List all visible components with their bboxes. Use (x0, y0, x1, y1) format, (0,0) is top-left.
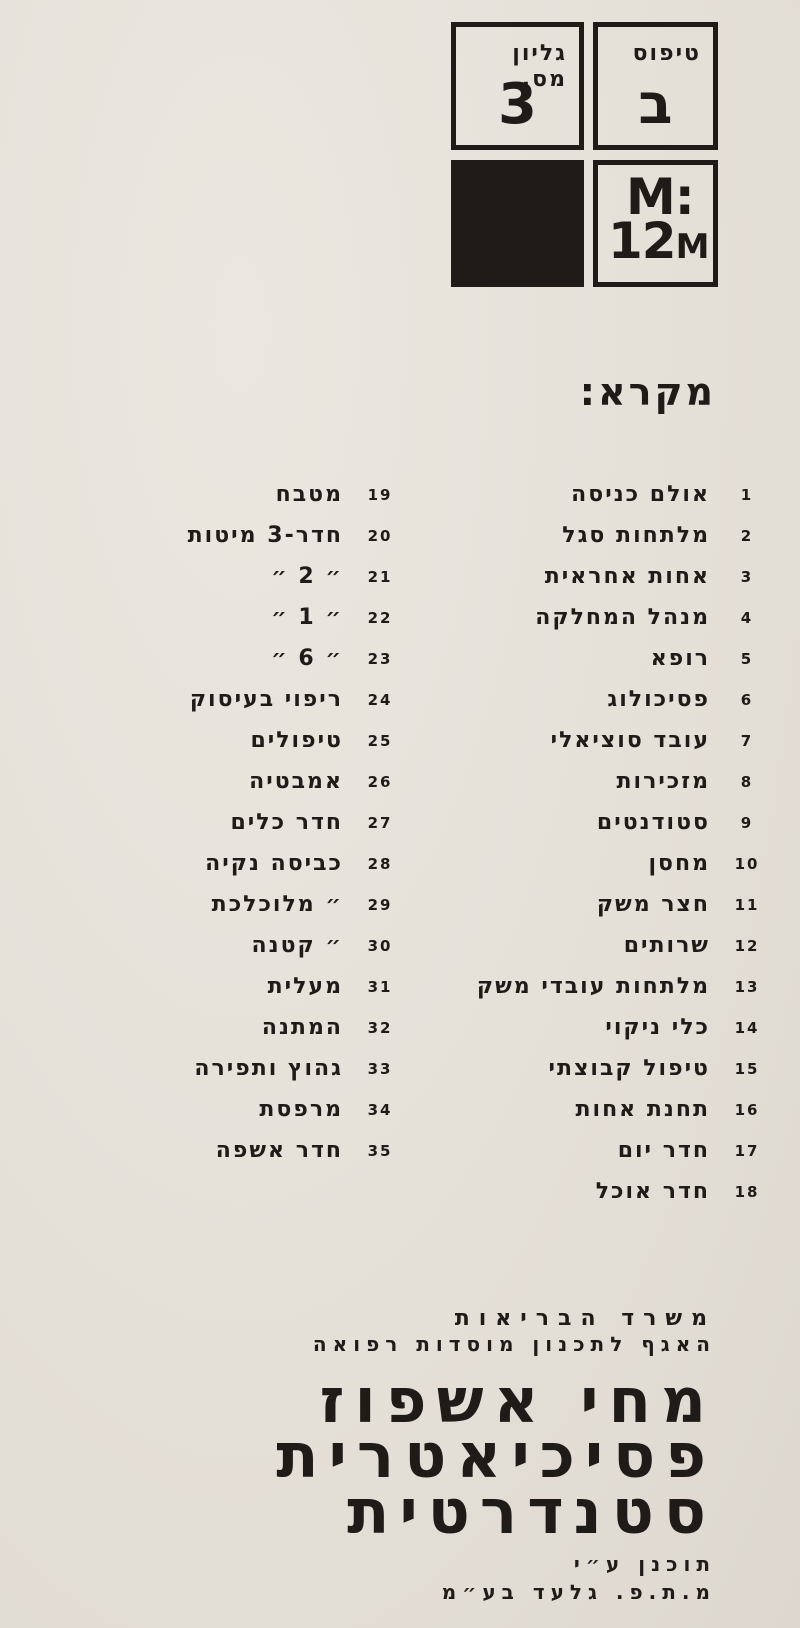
legend-item-number: 1 (740, 485, 754, 504)
legend-item-label: מטבח (275, 482, 343, 507)
legend-item-number: 27 (367, 813, 393, 832)
legend-item (73, 515, 403, 556)
legend-item (73, 1048, 403, 1089)
legend-item-number: 34 (367, 1100, 393, 1119)
legend-item-number: 25 (367, 731, 393, 750)
legend-item-number: 7 (740, 731, 754, 750)
legend-item (440, 761, 770, 802)
legend-item (73, 843, 403, 884)
legend-item-label: חדר יום (617, 1138, 710, 1163)
sheet-label: גליון מס. (512, 41, 567, 92)
legend-item-label: חדר כלים (230, 810, 343, 835)
department-name: האגף לתכנון מוסדות רפואה (312, 1332, 716, 1356)
legend-item (440, 474, 770, 515)
legend-item-number: 23 (367, 649, 393, 668)
legend-item-number: 22 (367, 608, 393, 627)
legend-item (440, 556, 770, 597)
legend-item (73, 1130, 403, 1171)
legend-item (73, 720, 403, 761)
legend-item-number: 29 (367, 895, 393, 914)
legend-item (73, 966, 403, 1007)
legend-item (73, 1089, 403, 1130)
legend-item-label: ״ קטנה (251, 933, 343, 958)
legend-item-number: 30 (367, 936, 393, 955)
legend-item-label: עובד סוציאלי (550, 728, 710, 753)
legend-item-number: 13 (734, 977, 760, 996)
legend-item-number: 31 (367, 977, 393, 996)
legend-item (440, 720, 770, 761)
legend-item-number: 19 (367, 485, 393, 504)
legend-item (440, 1089, 770, 1130)
legend-item (440, 802, 770, 843)
legend-item-label: מנהל המחלקה (535, 605, 710, 630)
legend-item (73, 597, 403, 638)
legend-item-label: מזכירות (616, 769, 710, 794)
legend-item-number: 4 (740, 608, 754, 627)
legend-item-number: 5 (740, 649, 754, 668)
legend-item (440, 679, 770, 720)
legend-item (73, 925, 403, 966)
sheet-box (451, 22, 584, 150)
legend-item (440, 638, 770, 679)
legend-item (73, 761, 403, 802)
legend-item-number: 2 (740, 526, 754, 545)
legend-item-label: ״ מלוכלכת (211, 892, 343, 917)
legend-item-number: 33 (367, 1059, 393, 1078)
legend-item-label: אמבטיה (249, 769, 343, 794)
firm-name: מ.ת.פ. גלעד בע״מ (441, 1580, 716, 1604)
legend-item-number: 35 (367, 1141, 393, 1160)
legend-item-label: חדר אוכל (595, 1179, 710, 1204)
module-box (593, 160, 718, 287)
legend-item (73, 679, 403, 720)
legend-item-label: כביסה נקיה (205, 851, 343, 876)
legend-item (440, 843, 770, 884)
legend-item (73, 1007, 403, 1048)
legend-item (440, 1007, 770, 1048)
legend-item-label: טיפול קבוצתי (548, 1056, 710, 1081)
legend-item (440, 597, 770, 638)
legend-item-number: 6 (740, 690, 754, 709)
legend-item (440, 1048, 770, 1089)
legend-item-number: 17 (734, 1141, 760, 1160)
type-label: טיפוס (632, 41, 701, 66)
module-unit: M (675, 227, 709, 267)
legend-item (73, 802, 403, 843)
legend-item-number: 11 (734, 895, 760, 914)
legend-item-label: ״ 1 ״ (271, 605, 343, 630)
legend-item-number: 32 (367, 1018, 393, 1037)
legend-item-label: סטודנטים (596, 810, 710, 835)
type-box (593, 22, 718, 150)
legend-item-number: 3 (740, 567, 754, 586)
doc-title-line-2: פסיכיאטרית (276, 1419, 716, 1492)
legend-item-number: 24 (367, 690, 393, 709)
legend-item-label: המתנה (261, 1015, 343, 1040)
legend-item-label: מלתחות עובדי משק (476, 974, 710, 999)
legend-item (440, 884, 770, 925)
legend-item (440, 1130, 770, 1171)
legend-item-label: ״ 2 ״ (271, 564, 343, 589)
legend-item-label: מרפסת (259, 1097, 343, 1122)
doc-title-line-3: סטנדרטית (347, 1475, 716, 1548)
legend-item-label: חדר אשפה (215, 1138, 343, 1163)
legend-item-number: 16 (734, 1100, 760, 1119)
legend-item-number: 20 (367, 526, 393, 545)
legend-item-number: 14 (734, 1018, 760, 1037)
ministry-name: משרד הבריאות (454, 1306, 716, 1331)
legend-item-number: 10 (734, 854, 760, 873)
legend-item-number: 15 (734, 1059, 760, 1078)
legend-item (73, 884, 403, 925)
legend-item-label: גהוץ ותפירה (194, 1056, 343, 1081)
module-top: M: (626, 168, 694, 226)
legend-item-label: ״ 6 ״ (271, 646, 343, 671)
legend-column-left (73, 474, 403, 1171)
legend-item-label: ריפוי בעיסוק (189, 687, 343, 712)
legend-item-number: 21 (367, 567, 393, 586)
legend-item-number: 9 (740, 813, 754, 832)
legend-item-number: 28 (367, 854, 393, 873)
legend-item (73, 474, 403, 515)
legend-item-label: מלתחות סגל (562, 523, 710, 548)
legend-item-label: אולם כניסה (571, 482, 710, 507)
doc-title-line-1: מחי אשפוז (319, 1364, 716, 1437)
legend-item-label: מחסן (648, 851, 710, 876)
legend-title: מקרא: (579, 370, 716, 414)
module-label (608, 168, 709, 270)
black-square (451, 160, 584, 287)
legend-item-label: מעלית (267, 974, 343, 999)
designed-by: תוכנן ע״י (573, 1552, 716, 1576)
legend-item-label: אחות אחראית (544, 564, 710, 589)
legend-item-number: 26 (367, 772, 393, 791)
legend-item-label: חדר-3 מיטות (187, 523, 343, 548)
legend-item (440, 966, 770, 1007)
legend-item (440, 515, 770, 556)
legend-item-label: רופא (650, 646, 710, 671)
legend-item-number: 8 (740, 772, 754, 791)
legend-item-label: כלי ניקוי (605, 1015, 710, 1040)
legend-item (73, 556, 403, 597)
legend-item-label: תחנת אחות (575, 1097, 710, 1122)
type-value: ב (638, 72, 673, 137)
legend-item-number: 12 (734, 936, 760, 955)
legend-item (440, 1171, 770, 1212)
legend-item-number: 18 (734, 1182, 760, 1201)
module-num: 12 (608, 212, 676, 270)
legend-item (440, 925, 770, 966)
sheet-value: 3 (498, 72, 537, 137)
legend-item-label: שרותים (623, 933, 710, 958)
legend-column-right (440, 474, 770, 1212)
legend-item-label: חצר משק (596, 892, 710, 917)
legend-item-label: טיפולים (250, 728, 343, 753)
legend-item-label: פסיכולוג (607, 687, 710, 712)
legend-item (73, 638, 403, 679)
